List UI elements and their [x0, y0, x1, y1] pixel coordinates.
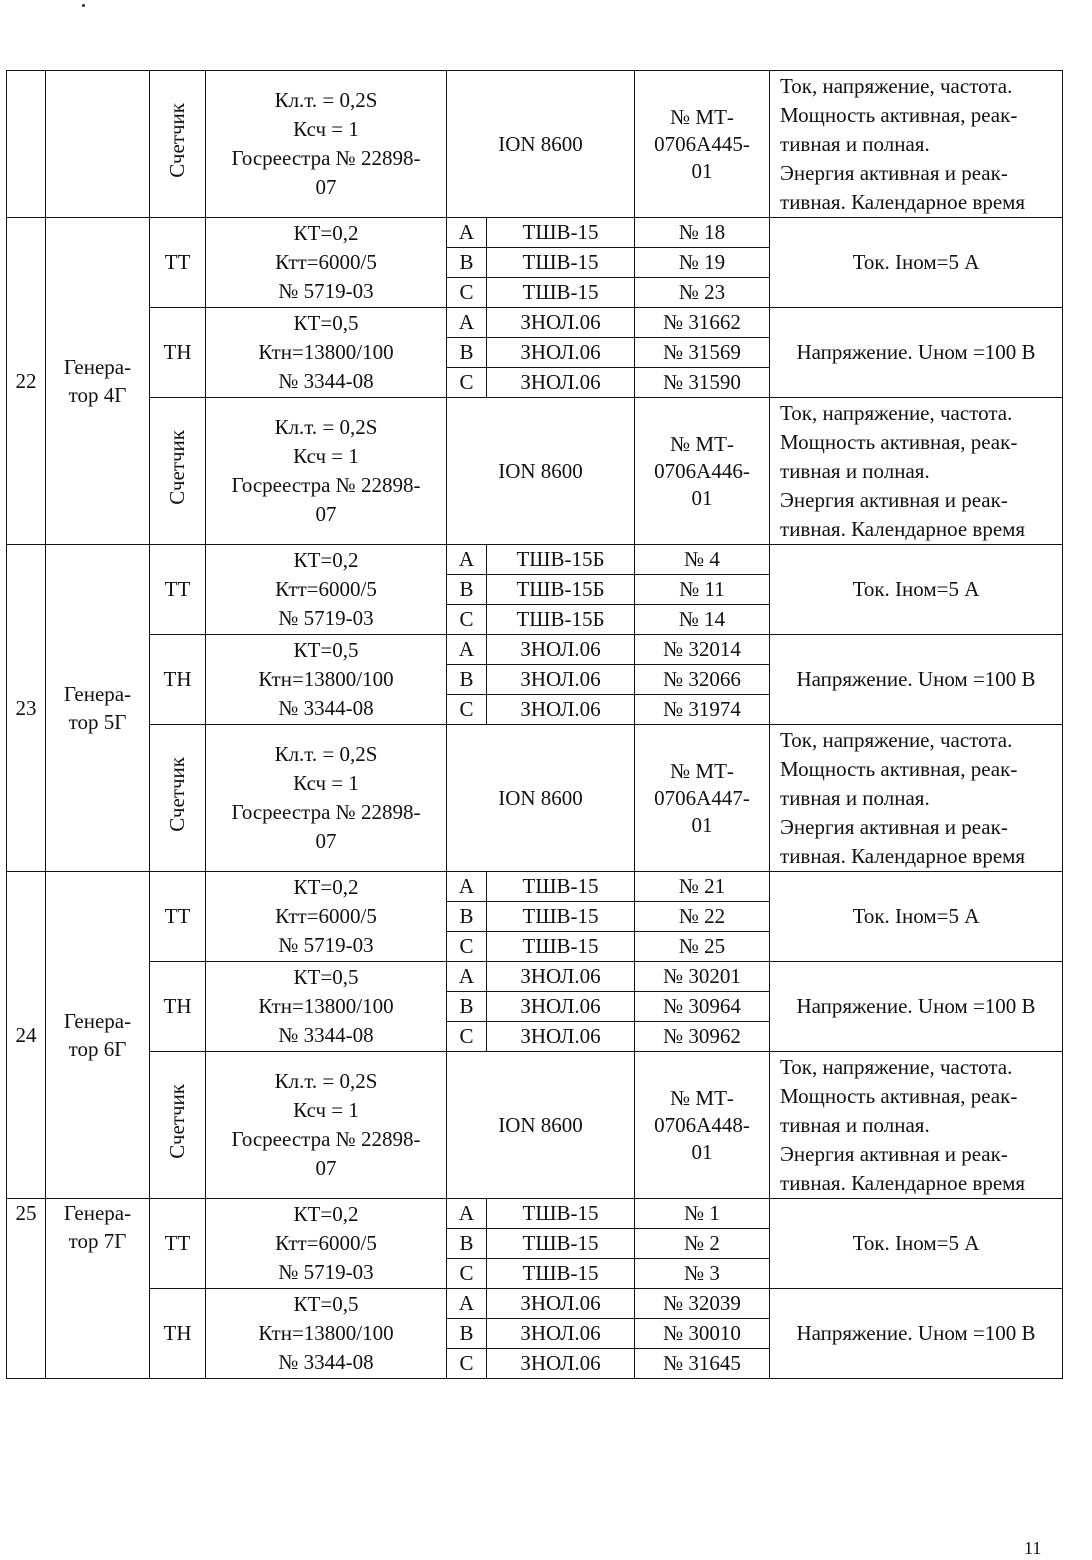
tn-serial: № 31590: [635, 368, 770, 398]
meter-label-text: Счетчик: [165, 756, 189, 832]
meter-type-label: [150, 1052, 206, 1199]
tn-model: ЗНОЛ.06: [487, 368, 635, 398]
tn-serial: № 32014: [635, 635, 770, 665]
tt-phase-row: [7, 1199, 1063, 1229]
tn-param-line: КТ=0,5: [293, 638, 359, 662]
tt-param-line: № 5719-03: [278, 606, 374, 630]
meter-serial: [635, 1052, 770, 1199]
meter-type-label: [150, 725, 206, 872]
meter-measurement-line: тивная. Календарное время: [780, 189, 1026, 214]
phase-letter: А: [447, 1199, 487, 1229]
tt-model: ТШВ-15: [487, 1199, 635, 1229]
meter-serial-line: 01: [691, 812, 713, 837]
tn-model: ЗНОЛ.06: [487, 992, 635, 1022]
tn-param-line: Ктн=13800/100: [258, 1321, 394, 1345]
meter-measurement-line: тивная и полная.: [780, 131, 930, 156]
tn-param-line: КТ=0,5: [293, 1292, 359, 1316]
equipment-table: [6, 70, 1063, 1379]
tn-measurement: Напряжение. Uном =100 В: [770, 635, 1063, 725]
meter-measurement-line: Ток, напряжение, частота.: [780, 1054, 1013, 1079]
phase-letter: С: [447, 1022, 487, 1052]
tn-model: ЗНОЛ.06: [487, 1289, 635, 1319]
object-name-line: Генера-: [63, 355, 132, 379]
tt-param-line: Ктт=6000/5: [275, 577, 377, 601]
tn-label: ТН: [150, 308, 206, 398]
tt-param-line: № 5719-03: [278, 933, 374, 957]
meter-measurement-line: тивная. Календарное время: [780, 843, 1026, 868]
tt-serial: № 3: [635, 1259, 770, 1289]
tt-model: ТШВ-15: [487, 872, 635, 902]
meter-serial-line: № МТ-: [670, 758, 734, 783]
tt-params: [206, 545, 447, 635]
tt-measurement: Ток. Iном=5 А: [770, 1199, 1063, 1289]
tn-serial: № 31974: [635, 695, 770, 725]
tt-label: ТТ: [150, 1199, 206, 1289]
meter-param-line: Кл.т. = 0,2S: [274, 1069, 378, 1093]
object-name-empty: [46, 71, 150, 218]
object-name-line: Генера-: [63, 682, 132, 706]
tt-param-line: Ктт=6000/5: [275, 904, 377, 928]
tt-model: ТШВ-15: [487, 902, 635, 932]
tn-model: ЗНОЛ.06: [487, 338, 635, 368]
meter-param-line: Госреестра № 22898-: [231, 473, 421, 497]
tt-serial: № 23: [635, 278, 770, 308]
meter-label-text: Счетчик: [165, 102, 189, 178]
tn-param-line: № 3344-08: [278, 1350, 374, 1374]
tn-params: [206, 962, 447, 1052]
meter-param-line: 07: [315, 829, 337, 853]
meter-serial-line: 01: [691, 1139, 713, 1164]
phase-letter: В: [447, 902, 487, 932]
meter-serial: [635, 71, 770, 218]
meter-params: [206, 398, 447, 545]
tn-label: ТН: [150, 635, 206, 725]
tn-phase-row: [7, 308, 1063, 338]
tn-params: [206, 635, 447, 725]
tt-measurement: Ток. Iном=5 А: [770, 218, 1063, 308]
meter-measurements: [770, 398, 1063, 545]
phase-letter: В: [447, 575, 487, 605]
phase-letter: А: [447, 962, 487, 992]
tt-model: ТШВ-15: [487, 932, 635, 962]
meter-params: [206, 1052, 447, 1199]
meter-measurement-line: Мощность активная, реак-: [780, 1083, 1018, 1108]
tt-measurement: Ток. Iном=5 А: [770, 872, 1063, 962]
tn-param-line: № 3344-08: [278, 696, 374, 720]
object-name: [46, 1199, 150, 1379]
object-name: [46, 218, 150, 545]
phase-letter: В: [447, 1319, 487, 1349]
meter-param-line: Госреестра № 22898-: [231, 146, 421, 170]
meter-param-line: Кл.т. = 0,2S: [274, 742, 378, 766]
meter-param-line: Госреестра № 22898-: [231, 800, 421, 824]
tn-param-line: КТ=0,5: [293, 965, 359, 989]
tn-serial: № 31645: [635, 1349, 770, 1379]
tn-serial: № 30201: [635, 962, 770, 992]
tn-serial: № 30010: [635, 1319, 770, 1349]
tt-param-line: КТ=0,2: [293, 1202, 359, 1226]
object-name-line: тор 5Г: [68, 710, 127, 734]
meter-param-line: 07: [315, 1156, 337, 1180]
meter-serial-line: № МТ-: [670, 431, 734, 456]
meter-model: ION 8600: [447, 398, 635, 545]
tn-phase-row: [7, 962, 1063, 992]
meter-label-text: Счетчик: [165, 1083, 189, 1159]
tt-params: [206, 1199, 447, 1289]
tt-params: [206, 872, 447, 962]
phase-letter: С: [447, 1349, 487, 1379]
tn-params: [206, 308, 447, 398]
tt-param-line: № 5719-03: [278, 279, 374, 303]
meter-serial-line: 0706А448-: [654, 1112, 750, 1137]
meter-serial-line: № МТ-: [670, 104, 734, 129]
tt-serial: № 11: [635, 575, 770, 605]
tn-serial: № 31662: [635, 308, 770, 338]
meter-param-line: Кл.т. = 0,2S: [274, 415, 378, 439]
tn-model: ЗНОЛ.06: [487, 1319, 635, 1349]
tn-label: ТН: [150, 962, 206, 1052]
tn-param-line: № 3344-08: [278, 1023, 374, 1047]
tt-serial: № 21: [635, 872, 770, 902]
tt-measurement: Ток. Iном=5 А: [770, 545, 1063, 635]
tt-model: ТШВ-15: [487, 1259, 635, 1289]
meter-label-text: Счетчик: [165, 429, 189, 505]
meter-param-line: Ксч = 1: [293, 1098, 359, 1122]
meter-serial: [635, 725, 770, 872]
tn-model: ЗНОЛ.06: [487, 1349, 635, 1379]
meter-model: ION 8600: [447, 1052, 635, 1199]
meter-measurements: [770, 725, 1063, 872]
meter-serial-line: 0706А445-: [654, 131, 750, 156]
tt-model: ТШВ-15: [487, 278, 635, 308]
row-number-empty: [7, 71, 46, 218]
tt-serial: № 4: [635, 545, 770, 575]
meter-row: [7, 725, 1063, 872]
meter-measurement-line: тивная. Календарное время: [780, 1170, 1026, 1195]
tn-measurement: Напряжение. Uном =100 В: [770, 1289, 1063, 1379]
tn-model: ЗНОЛ.06: [487, 962, 635, 992]
row-number: 23: [7, 545, 46, 872]
tn-measurement: Напряжение. Uном =100 В: [770, 308, 1063, 398]
meter-measurement-line: тивная и полная.: [780, 785, 930, 810]
meter-model: ION 8600: [447, 725, 635, 872]
tt-param-line: № 5719-03: [278, 1260, 374, 1284]
object-name: [46, 872, 150, 1199]
meter-measurement-line: Мощность активная, реак-: [780, 756, 1018, 781]
meter-serial-line: 0706А446-: [654, 458, 750, 483]
tn-param-line: № 3344-08: [278, 369, 374, 393]
meter-param-line: Кл.т. = 0,2S: [274, 88, 378, 112]
object-name-line: тор 4Г: [68, 383, 127, 407]
tt-param-line: КТ=0,2: [293, 875, 359, 899]
meter-type-label: [150, 71, 206, 218]
meter-measurement-line: Энергия активная и реак-: [780, 814, 1008, 839]
row-number: 22: [7, 218, 46, 545]
tt-param-line: КТ=0,2: [293, 221, 359, 245]
meter-measurement-line: Мощность активная, реак-: [780, 102, 1018, 127]
object-name-line: тор 6Г: [68, 1037, 127, 1061]
phase-letter: С: [447, 605, 487, 635]
tt-model: ТШВ-15Б: [487, 575, 635, 605]
object-name-line: Генера-: [63, 1009, 132, 1033]
tt-param-line: КТ=0,2: [293, 548, 359, 572]
phase-letter: В: [447, 338, 487, 368]
tn-measurement: Напряжение. Uном =100 В: [770, 962, 1063, 1052]
tn-param-line: Ктн=13800/100: [258, 667, 394, 691]
tt-serial: № 2: [635, 1229, 770, 1259]
phase-letter: С: [447, 368, 487, 398]
meter-type-label: [150, 398, 206, 545]
meter-param-line: Ксч = 1: [293, 444, 359, 468]
phase-letter: В: [447, 992, 487, 1022]
phase-letter: В: [447, 1229, 487, 1259]
phase-letter: А: [447, 635, 487, 665]
tn-serial: № 31569: [635, 338, 770, 368]
object-name: [46, 545, 150, 872]
tt-model: ТШВ-15Б: [487, 545, 635, 575]
meter-row: [7, 398, 1063, 545]
tt-label: ТТ: [150, 218, 206, 308]
page-number: 11: [1024, 1538, 1042, 1558]
phase-letter: А: [447, 872, 487, 902]
tn-params: [206, 1289, 447, 1379]
meter-param-line: Госреестра № 22898-: [231, 1127, 421, 1151]
tn-param-line: КТ=0,5: [293, 311, 359, 335]
tt-model: ТШВ-15: [487, 248, 635, 278]
phase-letter: В: [447, 665, 487, 695]
tt-model: ТШВ-15Б: [487, 605, 635, 635]
tt-params: [206, 218, 447, 308]
meter-serial-line: 0706А447-: [654, 785, 750, 810]
meter-measurements: [770, 71, 1063, 218]
tt-model: ТШВ-15: [487, 1229, 635, 1259]
tn-serial: № 30964: [635, 992, 770, 1022]
tt-serial: № 1: [635, 1199, 770, 1229]
phase-letter: С: [447, 695, 487, 725]
tt-serial: № 22: [635, 902, 770, 932]
tn-phase-row: [7, 635, 1063, 665]
row-number: 25: [7, 1199, 46, 1379]
meter-measurement-line: Ток, напряжение, частота.: [780, 73, 1013, 98]
tn-phase-row: [7, 1289, 1063, 1319]
phase-letter: В: [447, 248, 487, 278]
meter-param-line: Ксч = 1: [293, 117, 359, 141]
meter-param-line: 07: [315, 502, 337, 526]
object-name-line: Генера-: [63, 1201, 132, 1225]
tt-serial: № 19: [635, 248, 770, 278]
phase-letter: А: [447, 1289, 487, 1319]
meter-measurement-line: Энергия активная и реак-: [780, 487, 1008, 512]
tn-param-line: Ктн=13800/100: [258, 340, 394, 364]
meter-serial-line: № МТ-: [670, 1085, 734, 1110]
meter-serial-line: 01: [691, 158, 713, 183]
tn-model: ЗНОЛ.06: [487, 308, 635, 338]
meter-measurement-line: Энергия активная и реак-: [780, 1141, 1008, 1166]
phase-letter: С: [447, 932, 487, 962]
tn-label: ТН: [150, 1289, 206, 1379]
meter-measurement-line: Мощность активная, реак-: [780, 429, 1018, 454]
tn-model: ЗНОЛ.06: [487, 695, 635, 725]
tt-model: ТШВ-15: [487, 218, 635, 248]
object-name-line: тор 7Г: [68, 1229, 127, 1253]
phase-letter: С: [447, 278, 487, 308]
meter-row: [7, 71, 1063, 218]
meter-measurement-line: Энергия активная и реак-: [780, 160, 1008, 185]
meter-measurements: [770, 1052, 1063, 1199]
phase-letter: А: [447, 218, 487, 248]
phase-letter: А: [447, 308, 487, 338]
tn-serial: № 30962: [635, 1022, 770, 1052]
tt-param-line: Ктт=6000/5: [275, 1231, 377, 1255]
meter-model: ION 8600: [447, 71, 635, 218]
meter-params: [206, 71, 447, 218]
meter-measurement-line: Ток, напряжение, частота.: [780, 727, 1013, 752]
meter-measurement-line: Ток, напряжение, частота.: [780, 400, 1013, 425]
tt-phase-row: [7, 872, 1063, 902]
meter-measurement-line: тивная. Календарное время: [780, 516, 1026, 541]
meter-params: [206, 725, 447, 872]
scan-speck: [82, 4, 85, 7]
row-number: 24: [7, 872, 46, 1199]
phase-letter: С: [447, 1259, 487, 1289]
tn-serial: № 32066: [635, 665, 770, 695]
tt-serial: № 18: [635, 218, 770, 248]
tt-serial: № 14: [635, 605, 770, 635]
tt-label: ТТ: [150, 872, 206, 962]
tt-label: ТТ: [150, 545, 206, 635]
tn-model: ЗНОЛ.06: [487, 1022, 635, 1052]
tn-model: ЗНОЛ.06: [487, 635, 635, 665]
tt-phase-row: [7, 218, 1063, 248]
meter-serial: [635, 398, 770, 545]
tt-param-line: Ктт=6000/5: [275, 250, 377, 274]
meter-param-line: Ксч = 1: [293, 771, 359, 795]
tt-phase-row: [7, 545, 1063, 575]
tn-param-line: Ктн=13800/100: [258, 994, 394, 1018]
meter-measurement-line: тивная и полная.: [780, 458, 930, 483]
tn-serial: № 32039: [635, 1289, 770, 1319]
meter-row: [7, 1052, 1063, 1199]
meter-measurement-line: тивная и полная.: [780, 1112, 930, 1137]
tn-model: ЗНОЛ.06: [487, 665, 635, 695]
meter-param-line: 07: [315, 175, 337, 199]
meter-serial-line: 01: [691, 485, 713, 510]
phase-letter: А: [447, 545, 487, 575]
tt-serial: № 25: [635, 932, 770, 962]
